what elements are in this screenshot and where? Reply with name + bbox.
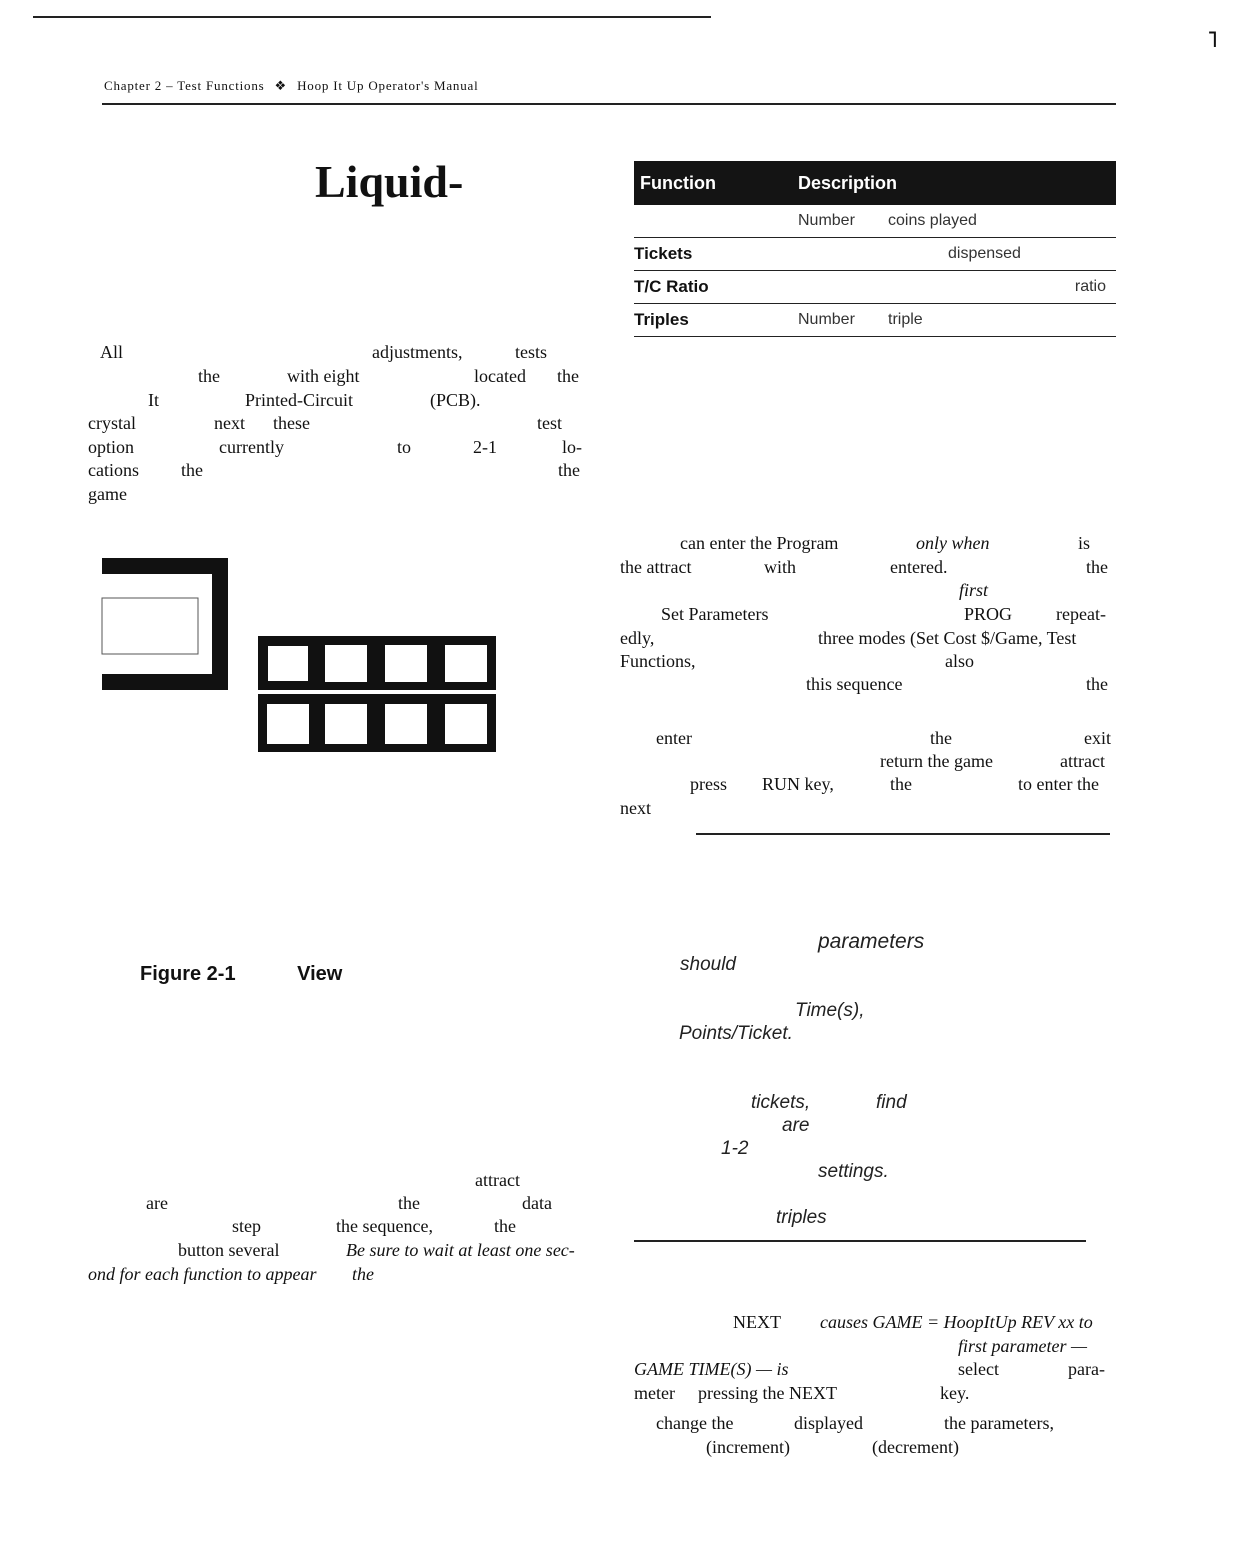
figure-number: Figure 2-1 <box>140 963 236 985</box>
paragraph-word: with <box>764 557 797 577</box>
paragraph-word: change the <box>656 1413 734 1433</box>
paragraph-word: para- <box>1068 1359 1105 1379</box>
paragraph-word: GAME TIME(S) — is <box>634 1359 789 1379</box>
paragraph-word: attract <box>475 1170 520 1190</box>
pcb-figure <box>100 556 580 756</box>
paragraph-word: the <box>494 1216 516 1236</box>
paragraph-word: pressing the NEXT <box>698 1383 837 1403</box>
note-word: should <box>680 954 736 975</box>
table-cell-description: Number <box>798 205 888 238</box>
paragraph-word: first <box>959 580 989 600</box>
note-word: 1-2 <box>721 1138 749 1159</box>
table-row <box>634 205 1116 238</box>
section-title: Liquid- <box>315 156 464 207</box>
table-cell-description <box>798 238 888 271</box>
intro-word: the <box>557 366 579 386</box>
intro-word: cations <box>88 460 139 480</box>
table-cell-function: Triples <box>634 304 798 337</box>
figure-caption-word: View <box>297 963 343 985</box>
paragraph-word: return the game <box>880 751 993 771</box>
header-rule <box>102 103 1116 105</box>
paragraph-word: the <box>398 1193 420 1213</box>
paragraph-word: key. <box>940 1383 970 1403</box>
paragraph-word: first parameter — <box>958 1336 1088 1356</box>
paragraph-word: entered. <box>890 557 948 577</box>
function-table <box>634 161 1116 337</box>
table-header-row <box>634 161 1116 205</box>
table-row <box>634 304 1116 337</box>
paragraph-word: edly, <box>620 628 655 648</box>
intro-word: crystal <box>88 413 136 433</box>
table-cell-function <box>634 205 798 238</box>
table-cell-description: Number <box>798 304 888 337</box>
paragraph-word: only when <box>916 533 990 553</box>
paragraph-word: are <box>146 1193 168 1213</box>
paragraph-word: press <box>690 774 727 794</box>
table-cell-description: ratio <box>888 271 1116 304</box>
intro-word: to <box>397 437 412 457</box>
table-header-description: Description <box>798 161 1116 205</box>
paragraph-word: repeat- <box>1056 604 1106 624</box>
table-cell-description: triple <box>888 304 1116 337</box>
note-word: are <box>782 1115 810 1136</box>
paragraph-word: causes GAME = HoopItUp REV xx to <box>820 1312 1093 1332</box>
table-header-function: Function <box>634 161 798 205</box>
paragraph-word: three modes (Set Cost $/Game, Test <box>818 628 1077 648</box>
paragraph-word: the attract <box>620 557 692 577</box>
paragraph-italic-note: Be sure to wait at least one sec- <box>346 1240 575 1260</box>
table-cell-description <box>798 271 888 304</box>
paragraph-word: PROG <box>964 604 1013 624</box>
intro-word: adjustments, <box>372 342 463 362</box>
paragraph-italic-note: the <box>352 1264 374 1284</box>
note-word: Points/Ticket. <box>679 1023 793 1044</box>
paragraph-word: Functions, <box>620 651 696 671</box>
paragraph-word: can enter the Program <box>680 533 839 553</box>
table-cell-function: T/C Ratio <box>634 271 798 304</box>
paragraph-word: the <box>1086 557 1108 577</box>
table-row <box>634 271 1116 304</box>
paragraph-word: the <box>1086 674 1108 694</box>
intro-word: the <box>558 460 580 480</box>
paragraph-word: select <box>958 1359 999 1379</box>
intro-word: these <box>273 413 310 433</box>
intro-word: next <box>214 413 245 433</box>
note-bottom-rule <box>634 1240 1086 1242</box>
intro-word: tests <box>515 342 548 362</box>
paragraph-word: meter <box>634 1383 675 1403</box>
intro-word: the <box>181 460 203 480</box>
paragraph-word: exit <box>1084 728 1111 748</box>
paragraph-word: step <box>232 1216 261 1236</box>
paragraph-italic-note: ond for each function to appear <box>88 1264 317 1284</box>
corner-crop-mark: ˥ <box>1207 28 1218 53</box>
intro-word: test <box>537 413 562 433</box>
intro-word: Printed-Circuit <box>245 390 353 410</box>
intro-word: lo- <box>562 437 582 457</box>
paragraph-word: button several <box>178 1240 280 1260</box>
paragraph-word: is <box>1078 533 1091 553</box>
intro-word: 2-1 <box>473 437 497 457</box>
table-cell-function: Tickets <box>634 238 798 271</box>
header-chapter: Chapter 2 – Test Functions <box>104 78 265 93</box>
header-manual-title: Hoop It Up Operator's Manual <box>297 78 479 93</box>
paragraph-word: NEXT <box>733 1312 781 1332</box>
paragraph-word: to enter the <box>1018 774 1099 794</box>
note-word: find <box>876 1092 907 1113</box>
header-separator-icon: ❖ <box>274 78 288 93</box>
intro-word: the <box>198 366 220 386</box>
intro-word: All <box>100 342 124 362</box>
paragraph-word: Set Parameters <box>661 604 769 624</box>
intro-word: located <box>474 366 526 386</box>
note-word: settings. <box>818 1161 889 1182</box>
paragraph-word: the <box>930 728 952 748</box>
figure-caption <box>140 963 342 986</box>
note-word: parameters <box>818 930 925 953</box>
intro-word: It <box>148 390 159 410</box>
pcb-switch-illustration <box>100 556 580 756</box>
paragraph-word: the <box>890 774 912 794</box>
paragraph-word: attract <box>1060 751 1105 771</box>
paragraph-word: next <box>620 798 651 818</box>
running-header <box>104 78 485 94</box>
paragraph-word: (increment) <box>706 1437 790 1457</box>
paragraph-word: also <box>945 651 974 671</box>
paragraph-word: RUN key, <box>762 774 834 794</box>
intro-word: game <box>88 484 127 504</box>
paragraph-word: the parameters, <box>944 1413 1054 1433</box>
paragraph-word: (decrement) <box>872 1437 959 1457</box>
note-top-rule <box>696 833 1110 835</box>
paragraph-word: displayed <box>794 1413 863 1433</box>
note-word: tickets, <box>751 1092 811 1113</box>
top-page-rule <box>33 16 711 18</box>
note-word: triples <box>776 1207 827 1228</box>
table-row <box>634 238 1116 271</box>
intro-word: option <box>88 437 135 457</box>
table-cell-description: dispensed <box>888 238 1116 271</box>
paragraph-word: data <box>522 1193 552 1213</box>
paragraph-word: enter <box>656 728 692 748</box>
intro-word: (PCB). <box>430 390 481 410</box>
paragraph-word: the sequence, <box>336 1216 433 1236</box>
intro-word: with eight <box>287 366 360 386</box>
note-word: Time(s), <box>795 1000 865 1021</box>
intro-word: currently <box>219 437 284 457</box>
paragraph-word: this sequence <box>806 674 903 694</box>
table-cell-description: coins played <box>888 205 1116 238</box>
